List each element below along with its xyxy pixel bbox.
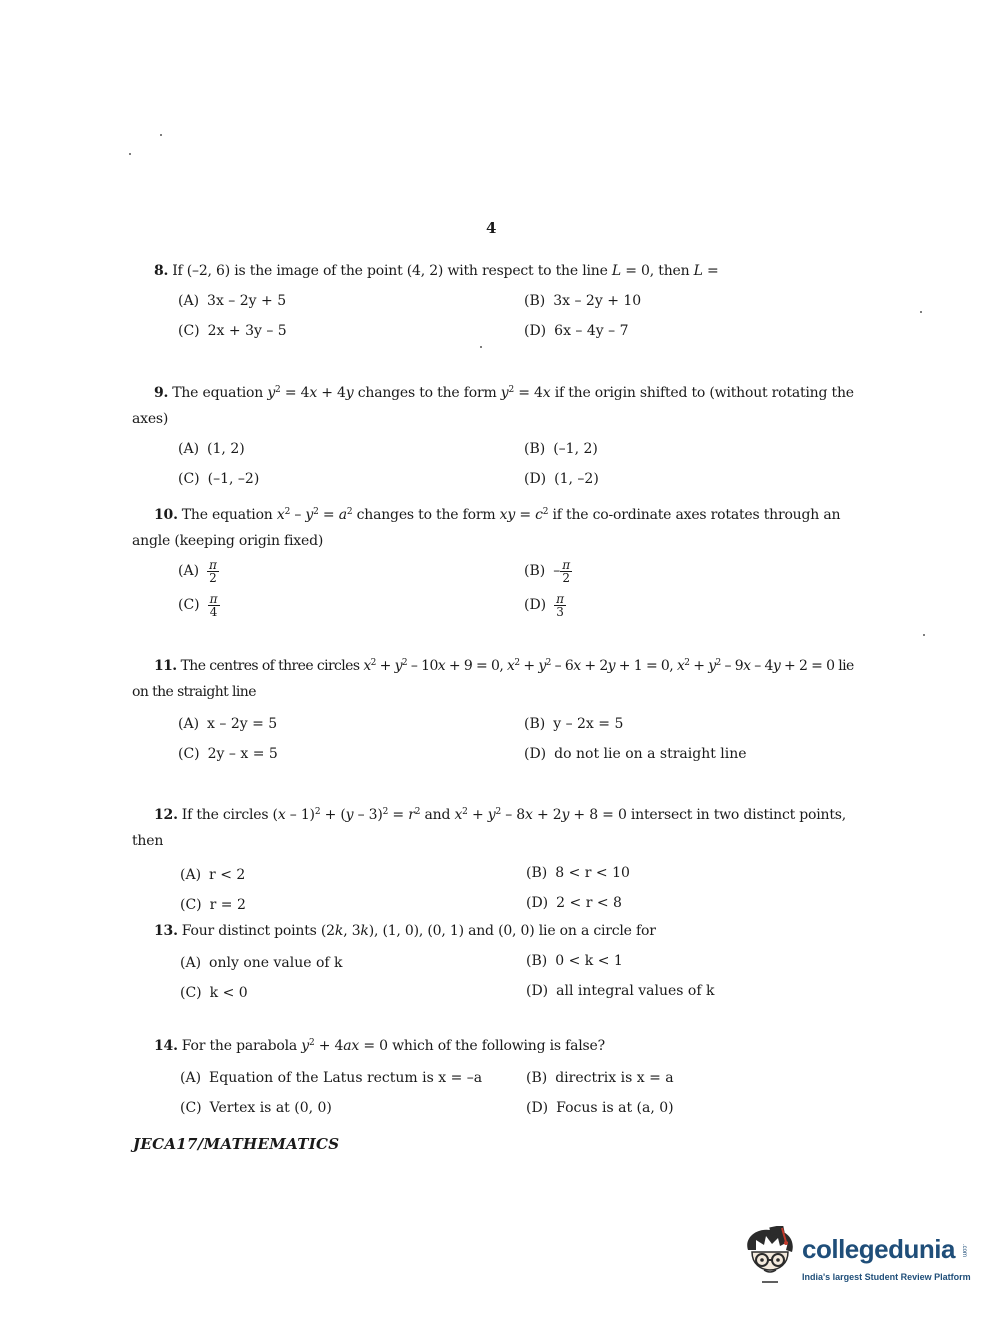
question-11 xyxy=(132,653,862,767)
option-c[interactable]: (C) $\frac{\pi}{4}$ xyxy=(178,591,218,619)
paper-code-footer: JECA17/MATHEMATICS xyxy=(133,1135,340,1153)
page-number: 4 xyxy=(486,219,497,237)
question-stem: 10. The equation $x^2 - y^2 = a^2$ changes to the form xy = $c^2$ if the co-ordinate axes rotates through an angle (keeping origin fixed) xyxy=(132,507,841,549)
logo-domain-suffix: .com xyxy=(961,1244,967,1258)
option-b[interactable]: (B) (–1, 2) xyxy=(524,441,598,457)
option-d[interactable]: (D) Focus is at (a, 0) xyxy=(526,1100,674,1116)
question-number: 10. xyxy=(154,507,178,523)
question-9 xyxy=(132,380,862,494)
scan-speck xyxy=(129,153,131,155)
logo-wordmark: collegedunia xyxy=(802,1234,955,1264)
logo-tagline: India's largest Student Review Platform xyxy=(802,1272,971,1282)
option-c[interactable]: (C) (–1, –2) xyxy=(178,471,260,487)
question-number: 14. xyxy=(154,1038,178,1054)
question-number: 13. xyxy=(154,923,178,939)
option-a[interactable]: (A) only one value of k xyxy=(180,955,343,971)
option-c[interactable]: (C) k < 0 xyxy=(180,985,248,1001)
option-a[interactable]: (A) (1, 2) xyxy=(178,441,245,457)
question-stem: 13. Four distinct points (2k, 3k), (1, 0), (0, 1) and (0, 0) lie on a circle for xyxy=(154,923,656,939)
option-d[interactable]: (D) 6x – 4y – 7 xyxy=(524,323,629,339)
question-stem: 11. The centres of three circles $x^2 + y^2 - 10x + 9 = 0$, $x^2 + y^2 - 6x + 2y + 1 = 0$, $x^2 + y^2 - 9x - 4y + 2 = 0$ lie on the straight line xyxy=(132,658,854,700)
question-number: 8. xyxy=(154,263,169,279)
question-stem: 8. If (–2, 6) is the image of the point (4, 2) with respect to the line L = 0, then L = xyxy=(154,263,719,279)
question-10 xyxy=(132,502,862,624)
option-a[interactable]: (A) $\frac{\pi}{2}$ xyxy=(178,557,217,585)
option-b[interactable]: (B) – $\frac{\pi}{2}$ xyxy=(524,557,571,585)
question-stem: 12. If the circles $(x - 1)^2 + (y - 3)^2 = r^2$ and $x^2 + y^2 - 8x + 2y + 8 = 0$ intersect in two distinct points, then xyxy=(132,807,847,849)
option-d[interactable]: (D) $\frac{\pi}{3}$ xyxy=(524,591,565,619)
option-d[interactable]: (D) 2 < r < 8 xyxy=(526,895,622,911)
collegedunia-logo[interactable] xyxy=(740,1226,970,1296)
option-d[interactable]: (D) all integral values of k xyxy=(526,983,715,999)
question-number: 12. xyxy=(154,807,178,823)
option-b[interactable]: (B) y – 2x = 5 xyxy=(524,716,624,732)
option-d[interactable]: (D) (1, –2) xyxy=(524,471,599,487)
scan-speck xyxy=(160,134,162,136)
option-c[interactable]: (C) Vertex is at (0, 0) xyxy=(180,1100,332,1116)
question-13 xyxy=(132,918,862,1006)
option-c[interactable]: (C) 2x + 3y – 5 xyxy=(178,323,287,339)
scan-speck xyxy=(480,346,482,348)
scan-speck xyxy=(920,311,922,313)
option-a[interactable]: (A) x – 2y = 5 xyxy=(178,716,278,732)
option-a[interactable]: (A) 3x – 2y + 5 xyxy=(178,293,287,309)
option-b[interactable]: (B) directrix is x = a xyxy=(526,1070,674,1086)
question-14 xyxy=(132,1033,862,1121)
question-number: 9. xyxy=(154,385,169,401)
option-d[interactable]: (D) do not lie on a straight line xyxy=(524,746,747,762)
scan-speck xyxy=(923,634,925,636)
question-number: 11. xyxy=(154,658,177,674)
option-a[interactable]: (A) r < 2 xyxy=(180,867,246,883)
option-b[interactable]: (B) 8 < r < 10 xyxy=(526,865,630,881)
question-stem: 14. For the parabola $y^2 + 4ax = 0$ which of the following is false? xyxy=(154,1038,605,1054)
mascot-icon xyxy=(740,1226,802,1296)
question-stem: 9. The equation $y^2 = 4x + 4y$ changes to the form $y^2 = 4x$ if the origin shifted to (without rotating the axes) xyxy=(132,385,854,427)
option-c[interactable]: (C) 2y – x = 5 xyxy=(178,746,278,762)
option-c[interactable]: (C) r = 2 xyxy=(180,897,246,913)
question-12 xyxy=(132,802,862,916)
option-a[interactable]: (A) Equation of the Latus rectum is x = –a xyxy=(180,1070,483,1086)
option-b[interactable]: (B) 3x – 2y + 10 xyxy=(524,293,642,309)
question-8 xyxy=(132,258,862,346)
option-b[interactable]: (B) 0 < k < 1 xyxy=(526,953,623,969)
